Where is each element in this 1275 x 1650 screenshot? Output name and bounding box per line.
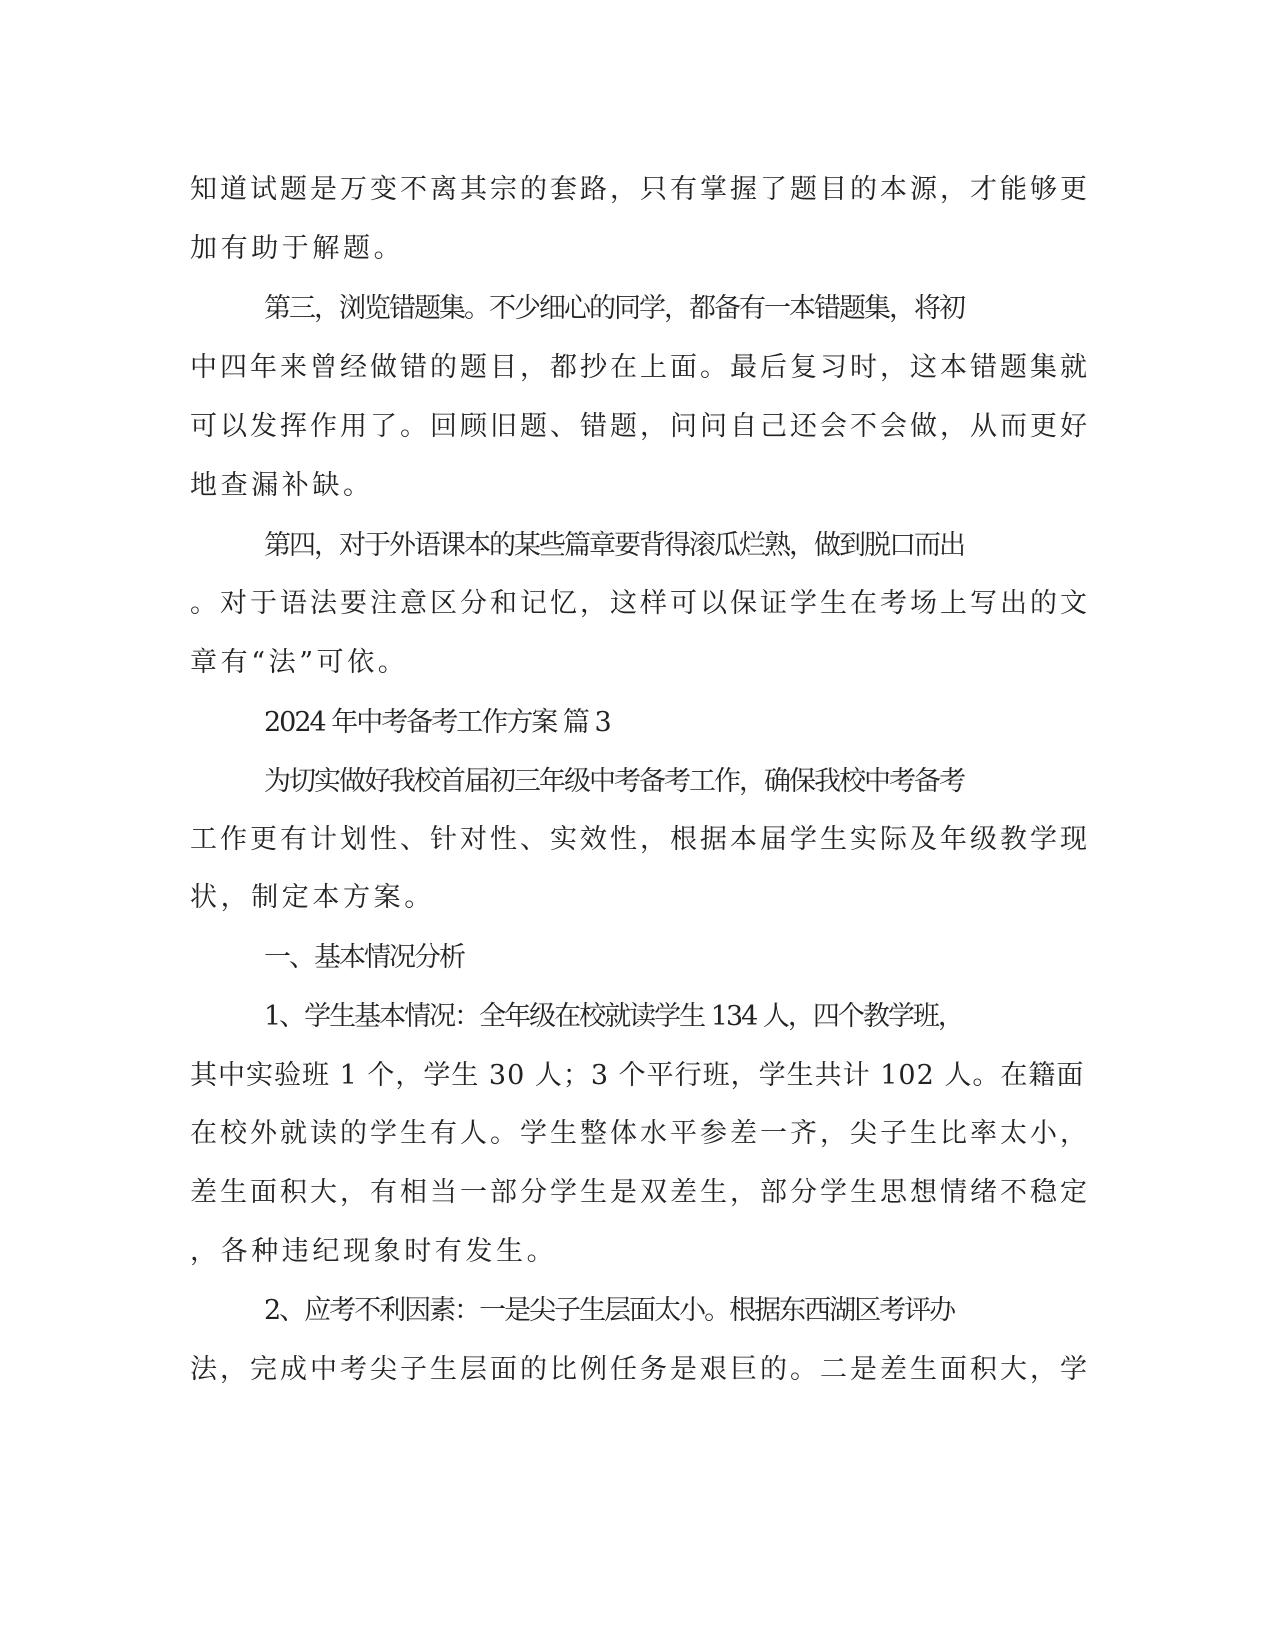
text-line: 中四年来曾经做错的题目，都抄在上面。最后复习时，这本错题集就 xyxy=(190,352,1090,383)
text-line: 知道试题是万变不离其宗的套路，只有掌握了题目的本源，才能够更 xyxy=(190,174,1090,205)
paragraph-first-line: 为切实做好我校首届初三年级中考备考工作，确保我校中考备考 xyxy=(264,766,964,797)
text-line: 章有“法”可依。 xyxy=(190,647,409,678)
paragraph-first-line: 1、学生基本情况：全年级在校就读学生 134 人，四个教学班， xyxy=(264,1001,963,1032)
text-line: 状，制定本方案。 xyxy=(190,882,435,913)
paragraph-first-line: 2、应考不利因素：一是尖子生层面太小。根据东西湖区考评办 xyxy=(264,1295,955,1326)
subsection-heading: 一、基本情况分析 xyxy=(264,942,464,973)
text-line: 在校外就读的学生有人。学生整体水平参差一齐，尖子生比率太小， xyxy=(190,1118,1090,1149)
text-line: ，各种违纪现象时有发生。 xyxy=(190,1236,558,1267)
paragraph-first-line: 第四，对于外语课本的某些篇章要背得滚瓜烂熟，做到脱口而出 xyxy=(264,530,964,561)
text-line: 地查漏补缺。 xyxy=(190,470,374,501)
text-line: 差生面积大，有相当一部分学生是双差生，部分学生思想情绪不稳定 xyxy=(190,1177,1090,1208)
text-line: 法，完成中考尖子生层面的比例任务是艰巨的。二是差生面积大，学 xyxy=(190,1354,1090,1385)
text-line: 其中实验班 1 个，学生 30 人；3 个平行班，学生共计 102 人。在籍面 xyxy=(190,1060,1085,1091)
text-line: 。对于语法要注意区分和记忆，这样可以保证学生在考场上写出的文 xyxy=(190,588,1090,619)
text-line: 可以发挥作用了。回顾旧题、错题，问问自己还会不会做，从而更好 xyxy=(190,411,1090,442)
paragraph-first-line: 第三，浏览错题集。不少细心的同学，都备有一本错题集，将初 xyxy=(264,293,964,324)
text-line: 加有助于解题。 xyxy=(190,233,405,264)
section-heading: 2024 年中考备考工作方案 篇 3 xyxy=(264,707,610,738)
text-line: 工作更有计划性、针对性、实效性，根据本届学生实际及年级教学现 xyxy=(190,824,1090,855)
